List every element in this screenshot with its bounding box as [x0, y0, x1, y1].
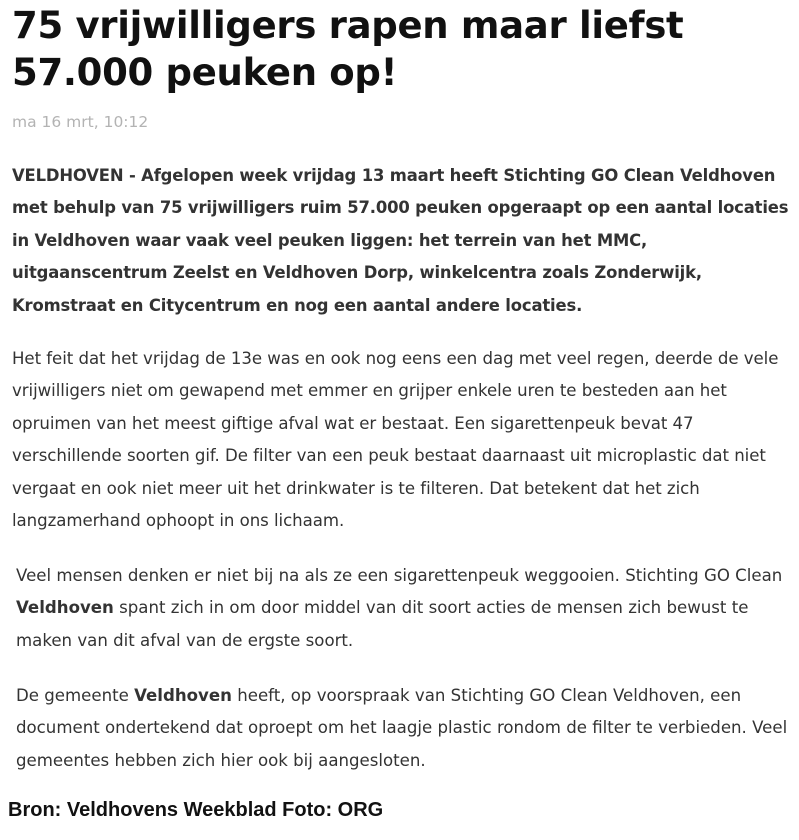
- emphasized-place-name: Veldhoven: [134, 686, 232, 705]
- article-paragraph: [16, 680, 796, 777]
- emphasized-place-name: Veldhoven: [16, 598, 114, 618]
- source-credit: Bron: Veldhovens Weekblad Foto: ORG: [8, 799, 384, 821]
- paragraph-text: spant zich in om door middel van dit soort acties de mensen zich bewust te maken van dit afval van de ergste soort.: [16, 598, 749, 650]
- paragraph-text: De gemeente: [16, 686, 135, 705]
- article-date: ma 16 mrt, 10:12: [12, 113, 149, 131]
- article-paragraph: [16, 560, 796, 657]
- article-title: 75 vrijwilligers rapen maar liefst 57.000 peuken op!: [12, 4, 684, 94]
- article-paragraph: Het feit dat het vrijdag de 13e was en ook nog eens een dag met veel regen, deerde de vele vrijwilligers niet om gewapend met emmer en grijper enkele uren te besteden aan het opruimen van het meest giftige afval wat er bestaat. Een sigarettenpeuk bevat 47 verschillende soorten gif. De filter van een peuk bestaat daarnaast uit microplastic dat niet vergaat en ook niet meer uit het drinkwater is te filteren. Dat betekent dat het zich langzamerhand ophoopt in ons lichaam.: [12, 349, 779, 531]
- article-lead: VELDHOVEN - Afgelopen week vrijdag 13 maart heeft Stichting GO Clean Veldhoven met behulp van 75 vrijwilligers ruim 57.000 peuken opgeraapt op een aantal locaties in Veldhoven waar vaak veel peuken liggen: het terrein van het MMC, uitgaanscentrum Zeelst en Veldhoven Dorp, winkelcentra zoals Zonderwijk, Kromstraat en Citycentrum en nog een aantal andere locaties.: [12, 166, 789, 315]
- paragraph-text: Veel mensen denken er niet bij na als ze een sigarettenpeuk weggooien. Stichting GO Clean: [16, 566, 783, 585]
- paragraph-text: heeft, op voorspraak van Stichting GO Clean Veldhoven, een document ondertekend dat oproept om het laagje plastic rondom de filter te verbieden. Veel gemeentes hebben zich hier ook bij aangesloten.: [16, 686, 788, 770]
